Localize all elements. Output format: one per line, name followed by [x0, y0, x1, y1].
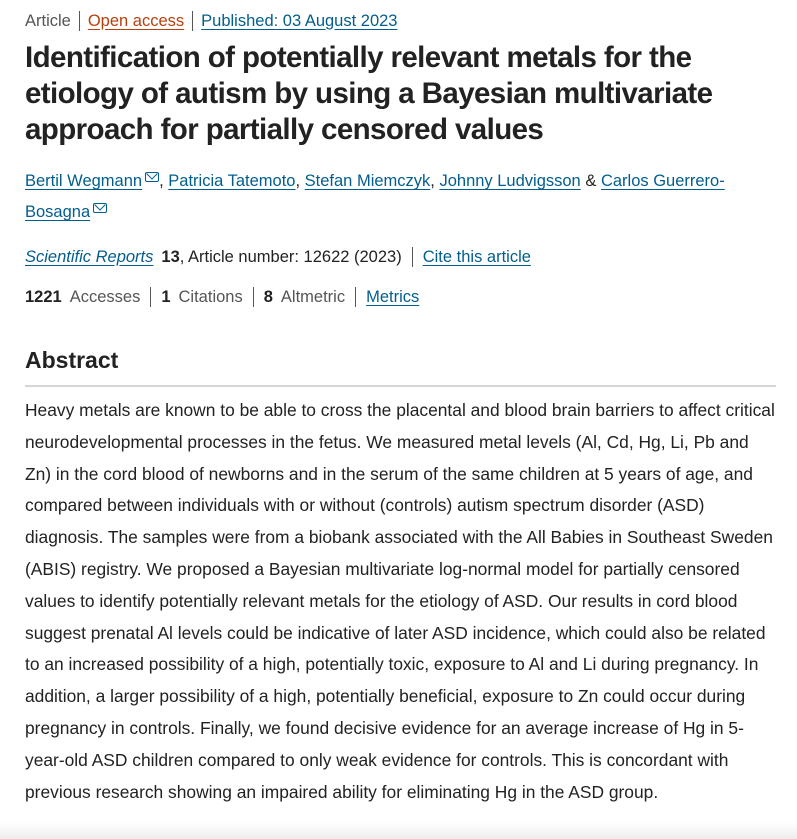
article-metrics — [25, 286, 419, 308]
metrics-divider — [253, 287, 254, 307]
section-divider — [25, 385, 776, 387]
author-link[interactable]: Bertil Wegmann — [25, 172, 143, 190]
author-separator: , — [430, 172, 435, 190]
abstract-text: Heavy metals are known to be able to cross the placental and blood brain barriers to affect critical neurodevelopmental processes in the fetus. We measured metal levels (Al, Cd, Hg, Li, Pb and Zn) in the cord blood of newborns and in the serum of the same children at 5 years of age, and compared between individuals with or without (controls) autism spectrum disorder (ASD) diagnosis. The samples were from a biobank associated with the All Babies in Southeast Sweden (ABIS) registry. We proposed a Bayesian multivariate log-normal model for partially censored values to identify potentially relevant metals for the etiology of ASD. Our results in cord blood suggest prenatal Al levels could be indicative of later ASD incidence, which could also be related to an increased possibility of a high, potentially toxic, exposure to Al and Li during pregnancy. In addition, a larger possibility of a high, potentially beneficial, exposure to Zn could occur during pregnancy in controls. Finally, we found decisive evidence for an average increase of Hg in 5-year-old ASD children compared to only weak evidence for controls. This is concordant with previous research showing an impaired ability for eliminating Hg in the ASD group. — [25, 400, 775, 802]
author-link[interactable]: Stefan Miemczyk — [304, 172, 431, 190]
author-link[interactable]: Carlos Guerrero-Bosagna — [25, 172, 725, 221]
author-list — [25, 166, 765, 228]
article-type: Article — [25, 11, 71, 30]
altmetric-count: 8 — [263, 287, 273, 306]
accesses-count: 1221 — [25, 287, 62, 306]
cite-article-link[interactable]: Cite this article — [422, 247, 531, 266]
abstract-heading: Abstract — [25, 347, 119, 373]
citations-count: 1 — [161, 287, 171, 306]
open-access-link[interactable]: Open access — [87, 11, 185, 30]
article-meta — [25, 10, 397, 32]
meta-divider — [79, 11, 80, 31]
mail-icon[interactable] — [93, 203, 107, 213]
metrics-divider — [150, 287, 151, 307]
volume-number: 13, Article number: 12622 (2023) — [161, 247, 402, 266]
bottom-fade — [0, 822, 797, 839]
published-date-link[interactable]: Published: 03 August 2023 — [201, 11, 398, 30]
altmetric-label: Altmetric — [280, 287, 346, 306]
author-separator: , — [159, 172, 164, 190]
citation-divider — [412, 247, 413, 267]
journal-link[interactable]: Scientific Reports — [25, 247, 154, 266]
meta-divider — [192, 11, 193, 31]
article-title: Identification of potentially relevant metals for the etiology of autism by using a Bayesian multivariate approach for partially censored values — [25, 41, 713, 146]
author-link[interactable]: Johnny Ludvigsson — [439, 172, 581, 190]
author-separator: , — [295, 172, 301, 190]
citations-label: Citations — [178, 287, 243, 306]
author-link[interactable]: Patricia Tatemoto — [168, 172, 296, 190]
accesses-label: Accesses — [69, 287, 141, 306]
metrics-divider — [355, 287, 356, 307]
author-ampersand: & — [585, 172, 597, 190]
mail-icon[interactable] — [145, 172, 159, 182]
metrics-link[interactable]: Metrics — [366, 287, 420, 306]
citation-info — [25, 246, 531, 268]
